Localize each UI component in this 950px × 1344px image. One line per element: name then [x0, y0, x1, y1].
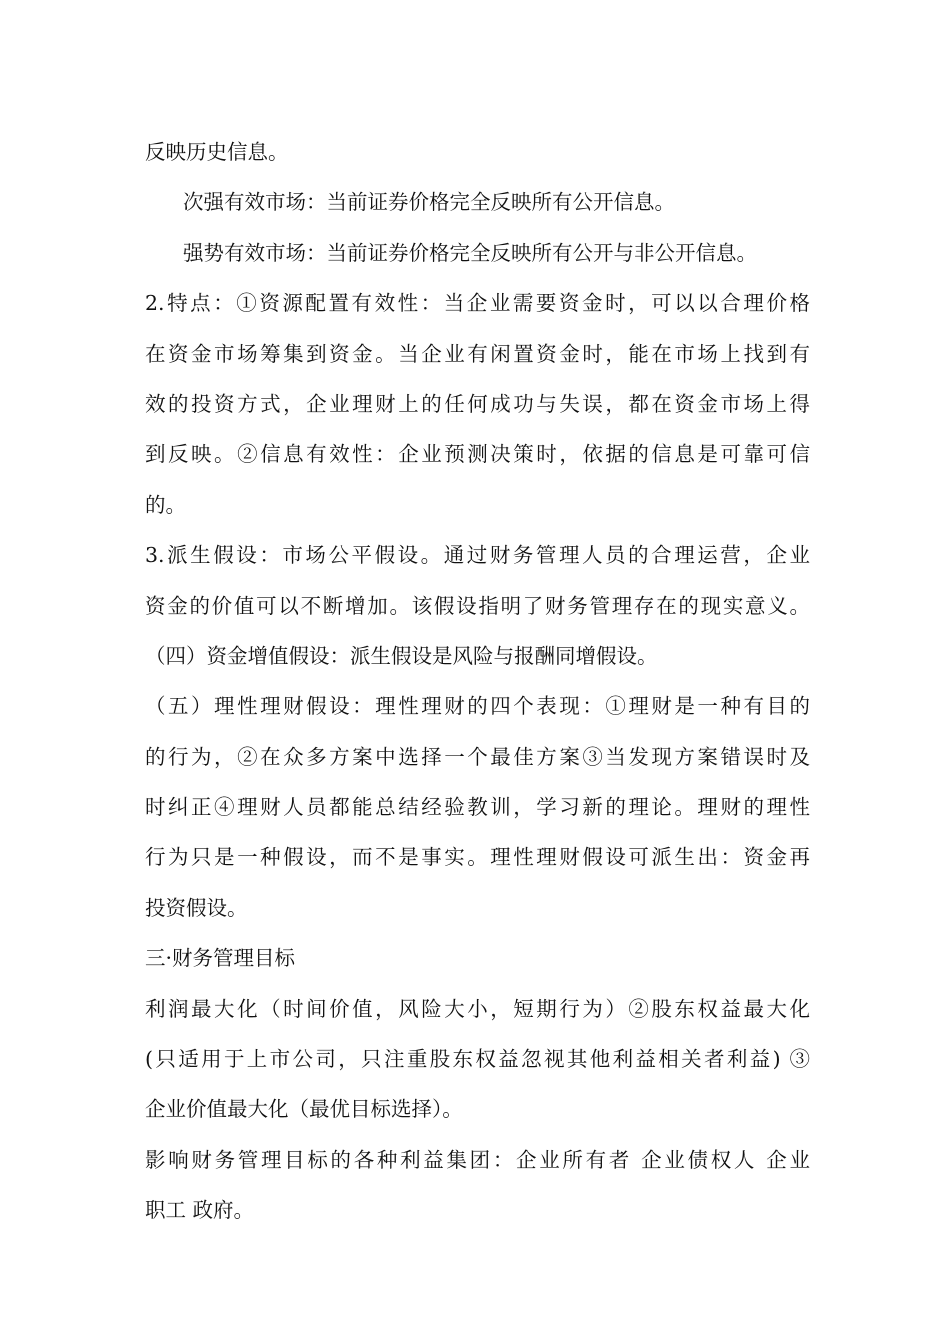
text-line: 职工 政府。 — [145, 1198, 255, 1223]
text-line: 利润最大化（时间价值，风险大小，短期行为）②股东权益最大化 — [145, 996, 810, 1021]
text-line: 的。 — [145, 492, 186, 517]
text-line: 3.派生假设：市场公平假设。通过财务管理人员的合理运营，企业 — [145, 543, 810, 568]
text-line: 行为只是一种假设，而不是事实。理性理财假设可派生出：资金再 — [145, 845, 810, 870]
section-heading: 三·财务管理目标 — [145, 946, 296, 971]
text-line: 次强有效市场：当前证券价格完全反映所有公开信息。 — [183, 190, 675, 215]
document-body — [145, 127, 810, 1236]
text-line: (只适用于上市公司，只注重股东权益忽视其他利益相关者利益) ③ — [145, 1047, 810, 1072]
text-line: 资金的价值可以不断增加。该假设指明了财务管理存在的现实意义。 — [145, 593, 810, 618]
text-line: 企业价值最大化（最优目标选择）。 — [145, 1097, 463, 1122]
text-line: 反映历史信息。 — [145, 140, 289, 164]
text-line: 在资金市场筹集到资金。当企业有闲置资金时，能在市场上找到有 — [145, 341, 810, 366]
text-line: 效的投资方式，企业理财上的任何成功与失误，都在资金市场上得 — [145, 391, 810, 416]
text-line: （五）理性理财假设：理性理财的四个表现：①理财是一种有目的 — [145, 694, 810, 719]
text-line: 强势有效市场：当前证券价格完全反映所有公开与非公开信息。 — [183, 240, 757, 265]
text-line: 时纠正④理财人员都能总结经验教训，学习新的理论。理财的理性 — [145, 795, 810, 820]
text-line: 到反映。②信息有效性：企业预测决策时，依据的信息是可靠可信 — [145, 442, 810, 467]
text-line: 2.特点：①资源配置有效性：当企业需要资金时，可以以合理价格 — [145, 291, 810, 316]
text-line: 投资假设。 — [145, 895, 248, 920]
text-line: 的行为，②在众多方案中选择一个最佳方案③当发现方案错误时及 — [145, 744, 810, 769]
text-line: （四）资金增值假设：派生假设是风险与报酬同增假设。 — [145, 643, 658, 668]
text-line: 影响财务管理目标的各种利益集团：企业所有者 企业债权人 企业 — [145, 1147, 810, 1172]
